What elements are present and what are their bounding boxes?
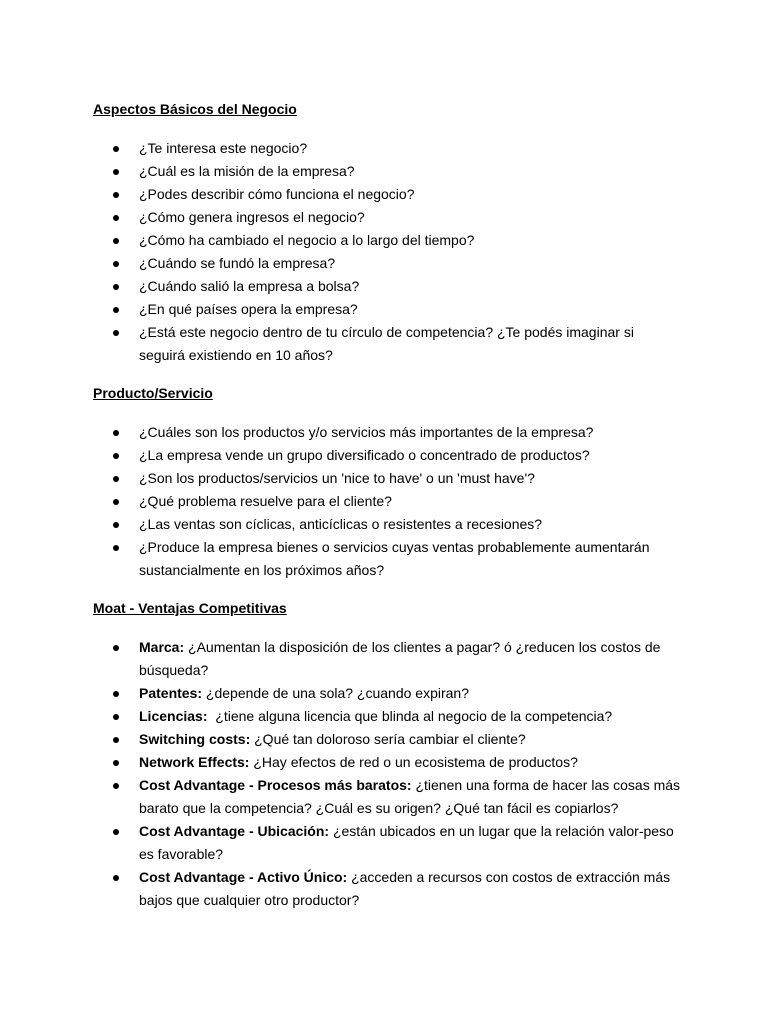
section-heading: Moat - Ventajas Competitivas xyxy=(93,600,287,616)
bullet-dot-icon xyxy=(113,146,119,152)
item-text: ¿Hay efectos de red o un ecosistema de productos? xyxy=(249,754,578,770)
item-text: ¿Cuál es la misión de la empresa? xyxy=(139,163,355,179)
item-text: ¿acceden a recursos con costos de extracción más bajos que cualquier otro productor? xyxy=(139,869,675,908)
list-item xyxy=(93,636,683,682)
item-text: ¿tiene alguna licencia que blinda al negocio de la competencia? xyxy=(207,708,613,724)
bullet-list xyxy=(93,636,683,912)
bullet-dot-icon xyxy=(113,829,119,835)
item-text: ¿Te interesa este negocio? xyxy=(139,140,308,156)
item-label: Network Effects: xyxy=(139,754,250,770)
list-item xyxy=(93,820,683,866)
bullet-dot-icon xyxy=(113,169,119,175)
item-label: Patentes: xyxy=(139,685,203,701)
list-item xyxy=(93,229,683,252)
item-text: ¿Cómo ha cambiado el negocio a lo largo del tiempo? xyxy=(139,232,475,248)
item-text: ¿tienen una forma de hacer las cosas más barato que la competencia? ¿Cuál es su origen? ¿Qué tan fácil es copiarlos? xyxy=(139,777,684,816)
list-item xyxy=(93,705,683,728)
list-item xyxy=(93,751,683,774)
list-item xyxy=(93,866,683,912)
bullet-dot-icon xyxy=(113,307,119,313)
bullet-dot-icon xyxy=(113,330,119,336)
item-text: ¿La empresa vende un grupo diversificado o concentrado de productos? xyxy=(139,447,590,463)
bullet-dot-icon xyxy=(113,499,119,505)
bullet-dot-icon xyxy=(113,430,119,436)
bullet-dot-icon xyxy=(113,875,119,881)
list-item xyxy=(93,490,683,513)
item-text: ¿Son los productos/servicios un 'nice to have' o un 'must have'? xyxy=(139,470,535,486)
section-heading: Producto/Servicio xyxy=(93,385,213,401)
bullet-dot-icon xyxy=(113,714,119,720)
list-item xyxy=(93,183,683,206)
list-item xyxy=(93,252,683,275)
bullet-dot-icon xyxy=(113,645,119,651)
section-heading: Aspectos Básicos del Negocio xyxy=(93,101,297,117)
bullet-dot-icon xyxy=(113,783,119,789)
list-item xyxy=(93,513,683,536)
item-text: ¿Produce la empresa bienes o servicios cuyas ventas probablemente aumentarán sustancialmente en los próximos años? xyxy=(139,539,654,578)
list-item xyxy=(93,536,683,582)
item-text: ¿Cómo genera ingresos el negocio? xyxy=(139,209,365,225)
bullet-dot-icon xyxy=(113,261,119,267)
item-text: ¿Podes describir cómo funciona el negocio? xyxy=(139,186,415,202)
bullet-dot-icon xyxy=(113,545,119,551)
bullet-dot-icon xyxy=(113,238,119,244)
list-item xyxy=(93,774,683,820)
document-page xyxy=(93,99,683,928)
bullet-dot-icon xyxy=(113,284,119,290)
bullet-dot-icon xyxy=(113,192,119,198)
list-item xyxy=(93,160,683,183)
item-text: ¿Cuáles son los productos y/o servicios más importantes de la empresa? xyxy=(139,424,594,440)
bullet-dot-icon xyxy=(113,737,119,743)
list-item xyxy=(93,321,683,367)
item-text: ¿En qué países opera la empresa? xyxy=(139,301,358,317)
list-item xyxy=(93,467,683,490)
bullet-dot-icon xyxy=(113,453,119,459)
list-item xyxy=(93,137,683,160)
item-text: ¿Qué tan doloroso sería cambiar el cliente? xyxy=(250,731,526,747)
item-text: ¿Cuándo se fundó la empresa? xyxy=(139,255,336,271)
list-item xyxy=(93,298,683,321)
list-item xyxy=(93,682,683,705)
bullet-dot-icon xyxy=(113,215,119,221)
list-item xyxy=(93,728,683,751)
item-label: Licencias: xyxy=(139,708,208,724)
bullet-dot-icon xyxy=(113,522,119,528)
bullet-dot-icon xyxy=(113,691,119,697)
bullet-dot-icon xyxy=(113,760,119,766)
item-text: ¿Cuándo salió la empresa a bolsa? xyxy=(139,278,360,294)
list-item xyxy=(93,421,683,444)
item-text: ¿Qué problema resuelve para el cliente? xyxy=(139,493,392,509)
item-label: Cost Advantage - Ubicación: xyxy=(139,823,330,839)
list-item xyxy=(93,444,683,467)
list-item xyxy=(93,206,683,229)
item-label: Switching costs: xyxy=(139,731,251,747)
bullet-list xyxy=(93,421,683,582)
item-label: Cost Advantage - Procesos más baratos: xyxy=(139,777,412,793)
list-item xyxy=(93,275,683,298)
item-text: ¿Está este negocio dentro de tu círculo de competencia? ¿Te podés imaginar si seguirá existiendo en 10 años? xyxy=(139,324,638,363)
item-text: ¿depende de una sola? ¿cuando expiran? xyxy=(202,685,470,701)
item-text: ¿están ubicados en un lugar que la relación valor-peso es favorable? xyxy=(139,823,678,862)
item-text: ¿Aumentan la disposición de los clientes a pagar? ó ¿reducen los costos de búsqueda? xyxy=(139,639,665,678)
item-label: Marca: xyxy=(139,639,185,655)
bullet-dot-icon xyxy=(113,476,119,482)
item-label: Cost Advantage - Activo Único: xyxy=(139,869,348,885)
item-text: ¿Las ventas son cíclicas, anticíclicas o resistentes a recesiones? xyxy=(139,516,543,532)
bullet-list xyxy=(93,137,683,367)
